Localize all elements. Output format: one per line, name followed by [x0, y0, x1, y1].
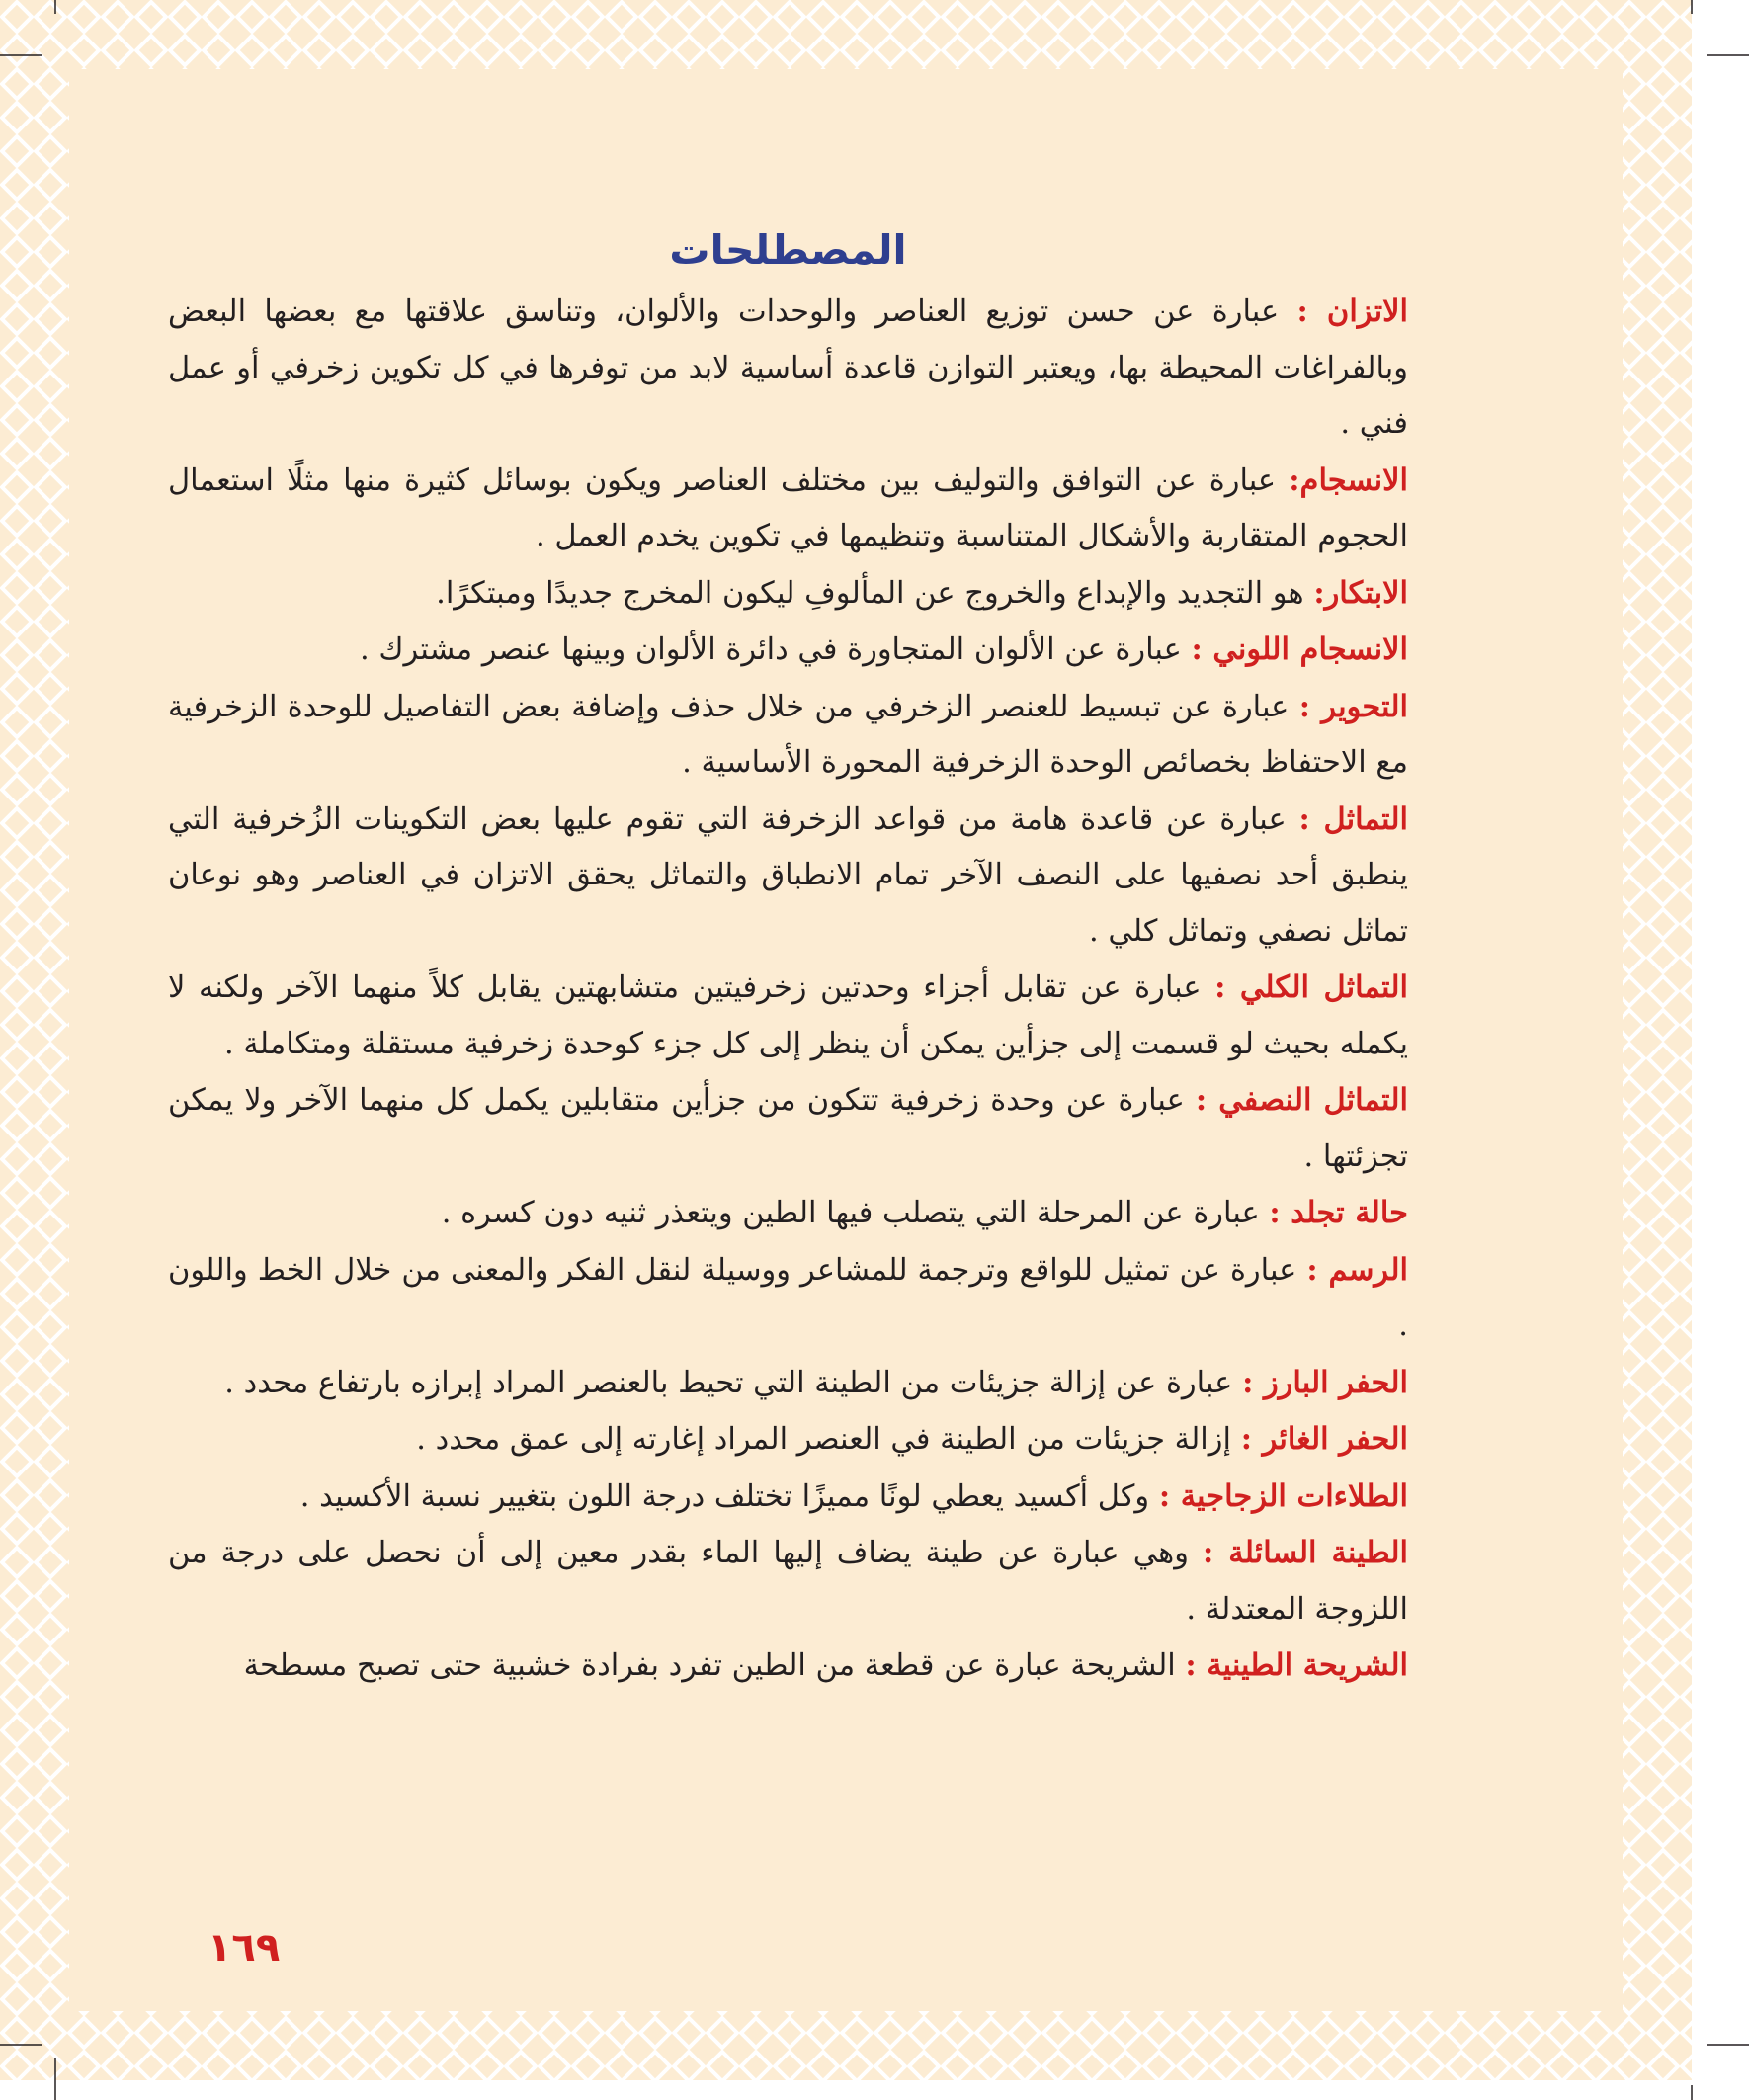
glossary-definition: عبارة عن التوافق والتوليف بين مختلف العناصر ويكون بوسائل كثيرة منها مثلًا استعمال الحجوم المتقاربة والأشكال المتناسبة وتنظيمها في تكوين يخدم العمل .	[168, 462, 1408, 553]
glossary-term: الشريحة الطينية :	[1185, 1647, 1408, 1683]
glossary-definition: عبارة عن حسن توزيع العناصر والوحدات والألوان، وتناسق علاقتها مع بعضها البعض وبالفراغات المحيطة بها، ويعتبر التوازن قاعدة أساسية لابد من توفرها في كل تكوين زخرفي أو عمل فني .	[168, 294, 1408, 441]
glossary-definition: هو التجديد والإبداع والخروج عن المألوفِ ليكون المخرج جديدًا ومبتكرًا.	[436, 575, 1314, 611]
glossary-definition: عبارة عن المرحلة التي يتصلب فيها الطين ويتعذر ثنيه دون كسره .	[441, 1196, 1270, 1230]
glossary-entry	[168, 453, 1408, 565]
glossary-definition: إزالة جزيئات من الطينة في العنصر المراد إغارته إلى عمق محدد .	[416, 1422, 1241, 1457]
glossary-term: الاتزان :	[1296, 294, 1408, 329]
glossary-definition: عبارة عن إزالة جزيئات من الطينة التي تحيط بالعنصر المراد إبرازه بارتفاع محدد .	[224, 1365, 1243, 1400]
glossary-definition: وهي عبارة عن طينة يضاف إليها الماء بقدر معين إلى أن نحصل على درجة من اللزوجة المعتدلة .	[168, 1536, 1408, 1627]
glossary-term: الطينة السائلة :	[1203, 1535, 1409, 1570]
glossary-definition: عبارة عن وحدة زخرفية تتكون من جزأين متقابلين يكمل كل منهما الآخر ولا يمكن تجزئتها .	[168, 1083, 1408, 1174]
glossary-definition: عبارة عن قاعدة هامة من قواعد الزخرفة التي تقوم عليها بعض التكوينات الزُخرفية التي ينطبق أحد نصفيها على النصف الآخر تمام الانطباق والتماثل يحقق الاتزان في العناصر وهو نوعان تماثل نصفي وتماثل كلي .	[168, 801, 1408, 949]
glossary-term: الحفر الغائر :	[1240, 1421, 1408, 1457]
glossary-definition: عبارة عن تمثيل للواقع وترجمة للمشاعر ووسيلة لنقل الفكر والمعنى من خلال الخط واللون .	[168, 1252, 1408, 1343]
glossary-entry	[168, 1638, 1408, 1695]
page-title: المصطلحات	[669, 226, 907, 274]
glossary-entry	[168, 960, 1408, 1072]
glossary-term: التماثل الكلي :	[1214, 969, 1408, 1005]
glossary-term: حالة تجلد :	[1269, 1195, 1408, 1230]
glossary-term: الانسجام:	[1289, 462, 1408, 498]
glossary-definition: عبارة عن تقابل أجزاء وحدتين زخرفيتين متشابهتين يقابل كلاً منهما الآخر ولكنه لا يكمله بحيث لو قسمت إلى جزأين يمكن أن ينظر إلى كل جزء كوحدة زخرفية مستقلة ومتكاملة .	[168, 970, 1408, 1061]
glossary-term: التحوير :	[1298, 688, 1408, 724]
glossary-entry	[168, 1411, 1408, 1469]
glossary-entry	[168, 1469, 1408, 1526]
glossary-content	[168, 222, 1408, 1695]
glossary-term: التماثل النصفي :	[1195, 1082, 1408, 1118]
glossary-term: الانسجام اللوني :	[1191, 631, 1408, 667]
glossary-term: الابتكار:	[1313, 574, 1408, 611]
glossary-entry	[168, 1185, 1408, 1242]
glossary-definition: الشريحة عبارة عن قطعة من الطين تفرد بفرادة خشبية حتى تصبح مسطحة	[243, 1648, 1186, 1683]
glossary-term: الحفر البارز :	[1242, 1364, 1408, 1400]
glossary-entry	[168, 1525, 1408, 1638]
glossary-entry	[168, 792, 1408, 961]
glossary-entry	[168, 284, 1408, 453]
glossary-definition: عبارة عن الألوان المتجاورة في دائرة الألوان وبينها عنصر مشترك .	[360, 632, 1192, 667]
glossary-term: الطلاءات الزجاجية :	[1158, 1477, 1408, 1514]
glossary-term: التماثل :	[1298, 800, 1408, 837]
glossary-entry	[168, 1355, 1408, 1412]
page-number: ١٦٩	[208, 1925, 281, 1971]
glossary-term: الرسم :	[1306, 1251, 1408, 1288]
glossary-definition: وكل أكسيد يعطي لونًا مميزًا تختلف درجة اللون بتغيير نسبة الأكسيد .	[299, 1478, 1159, 1514]
glossary-entry	[168, 679, 1408, 792]
glossary-entry	[168, 1242, 1408, 1355]
glossary-entry	[168, 565, 1408, 623]
glossary-entry	[168, 622, 1408, 679]
glossary-entry	[168, 1072, 1408, 1185]
glossary-definition: عبارة عن تبسيط للعنصر الزخرفي من خلال حذف وإضافة بعض التفاصيل للوحدة الزخرفية مع الاحتفاظ بخصائص الوحدة الزخرفية المحورة الأساسية .	[168, 689, 1408, 780]
